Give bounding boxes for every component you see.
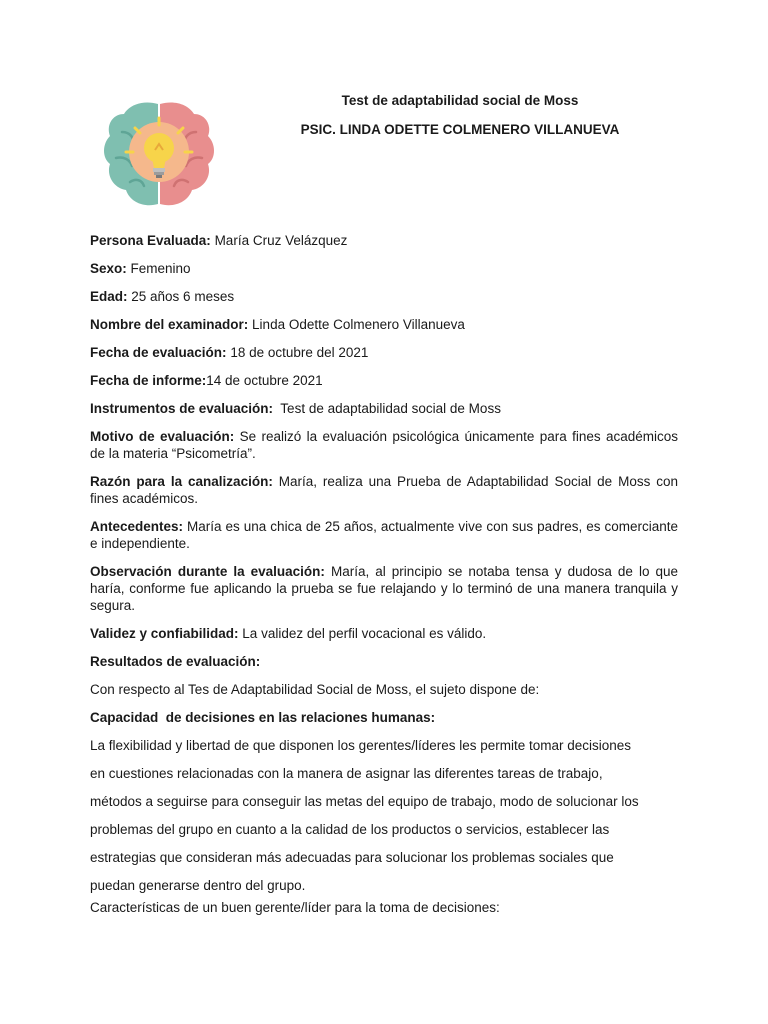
field-value: María, realiza una Prueba de Adaptabilidad Social de Moss con fines académicos.	[90, 474, 679, 506]
field-label: Motivo de evaluación:	[90, 429, 235, 444]
field-label: Validez y confiabilidad:	[90, 626, 239, 641]
brain-lightbulb-icon	[100, 98, 218, 212]
paragraph-line: en cuestiones relacionadas con la manera de asignar las diferentes tareas de trabajo,	[90, 766, 603, 781]
results-closing: Características de un buen gerente/líder para la toma de decisiones:	[90, 900, 500, 915]
field-value: 25 años 6 meses	[127, 289, 235, 304]
field-label: Fecha de informe:	[90, 373, 207, 388]
field-validez	[90, 625, 678, 642]
field-fecha-informe	[90, 372, 678, 389]
field-value: Femenino	[126, 261, 191, 276]
field-value: María es una chica de 25 años, actualmente vive con sus padres, es comerciante e independiente.	[90, 519, 678, 551]
field-label: Nombre del examinador:	[90, 317, 249, 332]
report-body	[90, 232, 678, 916]
field-observacion	[90, 563, 678, 614]
field-antecedentes	[90, 518, 678, 552]
results-heading: Resultados de evaluación:	[90, 654, 261, 669]
field-label: Observación durante la evaluación:	[90, 564, 325, 579]
field-value: Linda Odette Colmenero Villanueva	[248, 317, 465, 332]
field-label: Fecha de evaluación:	[90, 345, 227, 360]
field-instrumentos	[90, 400, 678, 417]
paragraph-line: métodos a seguirse para conseguir las metas del equipo de trabajo, modo de solucionar los	[90, 794, 639, 809]
field-value: 18 de octubre del 2021	[226, 345, 369, 360]
field-value: Se realizó la evaluación psicológica únicamente para fines académicos de la materia “Psicometría”.	[90, 429, 678, 461]
field-motivo	[90, 428, 678, 462]
field-value: 14 de octubre 2021	[206, 373, 323, 388]
field-value: Test de adaptabilidad social de Moss	[273, 401, 501, 416]
field-edad	[90, 288, 678, 305]
field-value: La validez del perfil vocacional es válido.	[238, 626, 487, 641]
results-paragraph	[90, 737, 678, 899]
field-label: Instrumentos de evaluación:	[90, 401, 274, 416]
field-label: Sexo:	[90, 261, 127, 276]
paragraph-line: problemas del grupo en cuanto a la calidad de los productos o servicios, establecer las	[90, 822, 610, 837]
field-label: Razón para la canalización:	[90, 474, 273, 489]
document-subtitle: PSIC. LINDA ODETTE COLMENERO VILLANUEVA	[300, 122, 620, 137]
field-examinador	[90, 316, 678, 333]
field-label: Antecedentes:	[90, 519, 184, 534]
document-title: Test de adaptabilidad social de Moss	[341, 93, 579, 108]
field-value: María Cruz Velázquez	[210, 233, 348, 248]
field-label: Persona Evaluada:	[90, 233, 211, 248]
field-label: Edad:	[90, 289, 128, 304]
paragraph-line: puedan generarse dentro del grupo.	[90, 878, 306, 893]
field-razon	[90, 473, 678, 507]
paragraph-line: La flexibilidad y libertad de que disponen los gerentes/líderes les permite tomar decisiones	[90, 738, 632, 753]
results-intro: Con respecto al Tes de Adaptabilidad Social de Moss, el sujeto dispone de:	[90, 682, 540, 697]
paragraph-line: estrategias que consideran más adecuadas para solucionar los problemas sociales que	[90, 850, 614, 865]
field-fecha-evaluacion	[90, 344, 678, 361]
field-persona-evaluada	[90, 232, 678, 249]
results-subheading: Capacidad de decisiones en las relaciones humanas:	[90, 710, 436, 725]
field-value: María, al principio se notaba tensa y dudosa de lo que haría, conforme fue aplicando la prueba se fue relajando y lo terminó de una manera tranquila y segura.	[90, 564, 679, 613]
field-sexo	[90, 260, 678, 277]
